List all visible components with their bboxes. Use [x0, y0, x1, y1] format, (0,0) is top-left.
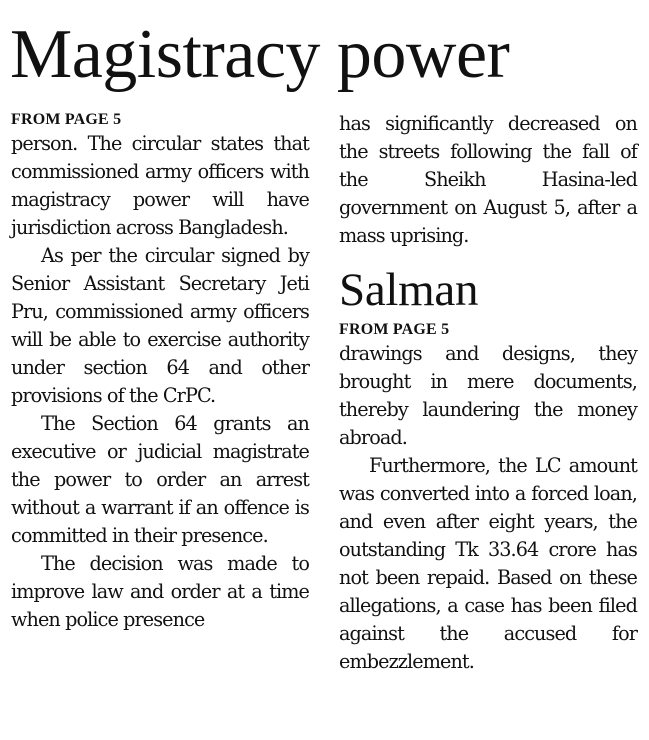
left-column	[11, 110, 309, 634]
article-paragraph: As per the circular signed by Senior Assistant Secretary Jeti Pru, commissioned army officers will be able to exercise authority under section 64 and other provisions of the CrPC.	[11, 244, 309, 407]
article-headline: Magistracy power	[10, 16, 510, 93]
article-continuation-paragraph: has significantly decreased on the streets following the fall of the Sheikh Hasina-led government on August 5, after a mass uprising.	[339, 112, 637, 247]
second-article-paragraph: Furthermore, the LC amount was converted into a forced loan, and even after eight years, the outstanding Tk 33.64 crore has not been repaid. Based on these allegations, a case has been filed against the accused for embezzlement.	[339, 454, 637, 673]
second-article-headline: Salman	[339, 264, 479, 316]
article-paragraph: The Section 64 grants an executive or judicial magistrate the power to order an arrest without a warrant if an offence is committed in their presence.	[11, 412, 309, 547]
second-article-from-page-label: FROM PAGE 5	[339, 321, 450, 338]
second-article-paragraph: drawings and designs, they brought in mere documents, thereby laundering the money abroad.	[339, 342, 637, 449]
article-paragraph: person. The circular states that commissioned army officers with magistracy power will have jurisdiction across Bangladesh.	[11, 132, 309, 239]
article-paragraph: The decision was made to improve law and order at a time when police presence	[11, 552, 309, 631]
from-page-label: FROM PAGE 5	[11, 111, 122, 128]
right-column	[339, 110, 637, 676]
